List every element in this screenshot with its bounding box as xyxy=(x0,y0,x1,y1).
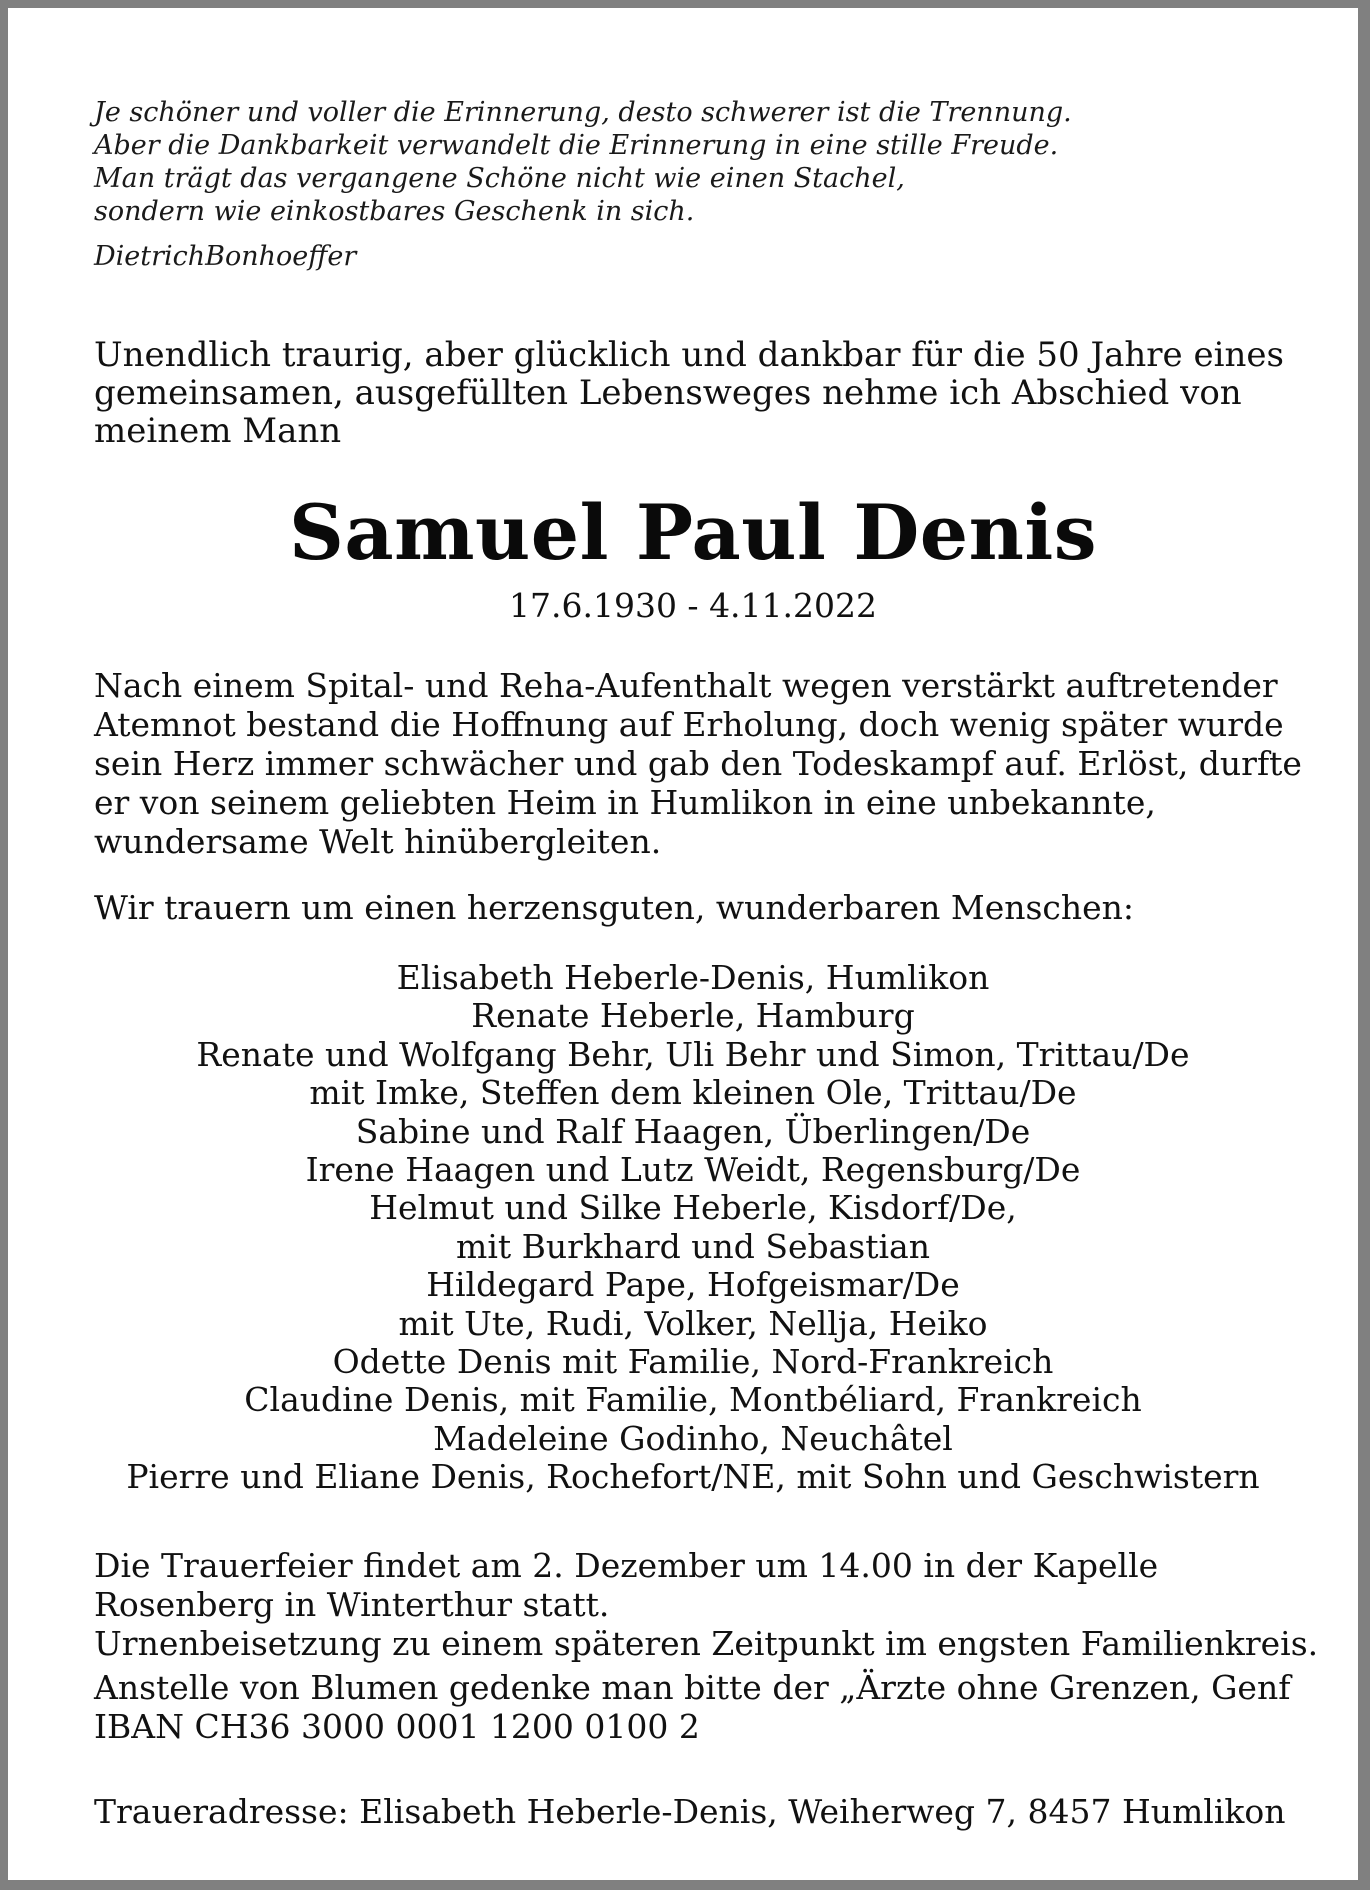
mourn-intro: Wir trauern um einen herzensguten, wunderbaren Menschen: xyxy=(94,888,1135,927)
mourner-entry: Helmut und Silke Heberle, Kisdorf/De, xyxy=(369,1188,1017,1228)
quote-line: Aber die Dankbarkeit verwandelt die Erinnerung in eine stille Freude. xyxy=(94,130,1059,161)
iban-line: IBAN CH36 3000 0001 1200 0100 2 xyxy=(94,1707,700,1746)
mourner-entry: Renate und Wolfgang Behr, Uli Behr und Simon, Trittau/De xyxy=(196,1034,1190,1074)
mourner-entry: mit Imke, Steffen dem kleinen Ole, Trittau/De xyxy=(309,1073,1077,1113)
body-paragraph xyxy=(94,666,1334,861)
mourner-entry: Pierre und Eliane Denis, Rochefort/NE, mit Sohn und Geschwistern xyxy=(126,1457,1260,1497)
deceased-name: Samuel Paul Denis xyxy=(288,488,1098,577)
life-dates: 17.6.1930 - 4.11.2022 xyxy=(508,586,878,625)
mourner-entry: Hildegard Pape, Hofgeismar/De xyxy=(426,1265,960,1305)
quote-author: DietrichBonhoeffer xyxy=(94,241,357,272)
funeral-info xyxy=(94,1546,1354,1663)
mourner-entry: mit Ute, Rudi, Volker, Nellja, Heiko xyxy=(398,1303,988,1343)
quote-line: sondern wie einkostbares Geschenk in sich. xyxy=(94,196,695,227)
donation-info xyxy=(94,1668,1354,1746)
mourners-list xyxy=(8,959,1370,1497)
funeral-line: Rosenberg in Winterthur statt. xyxy=(94,1585,610,1624)
body-line: sein Herz immer schwächer und gab den Todeskampf auf. Erlöst, durfte xyxy=(94,744,1302,783)
quote-line: Man trägt das vergangene Schöne nicht wie einen Stachel, xyxy=(94,163,905,194)
mourner-entry: Renate Heberle, Hamburg xyxy=(471,996,915,1036)
obituary-page xyxy=(8,8,1358,1880)
mourning-address: Traueradresse: Elisabeth Heberle-Denis, Weiherweg 7, 8457 Humlikon xyxy=(94,1792,1286,1831)
funeral-line: Die Trauerfeier findet am 2. Dezember um 14.00 in der Kapelle xyxy=(94,1546,1159,1585)
intro-paragraph xyxy=(94,336,1314,450)
mourner-entry: Sabine und Ralf Haagen, Überlingen/De xyxy=(355,1111,1031,1151)
body-line: Atemnot bestand die Hoffnung auf Erholung, doch wenig später wurde xyxy=(94,705,1284,744)
mourner-entry: Madeleine Godinho, Neuchâtel xyxy=(433,1418,953,1458)
quote-block xyxy=(94,96,1294,228)
body-line: er von seinem geliebten Heim in Humlikon in eine unbekannte, xyxy=(94,783,1156,822)
mourner-entry: Claudine Denis, mit Familie, Montbéliard, Frankreich xyxy=(244,1380,1142,1420)
mourner-entry: Irene Haagen und Lutz Weidt, Regensburg/De xyxy=(305,1150,1081,1190)
body-line: wundersame Welt hinübergleiten. xyxy=(94,822,662,861)
intro-line: meinem Mann xyxy=(94,411,342,451)
intro-line: gemeinsamen, ausgefüllten Lebensweges nehme ich Abschied von xyxy=(94,373,1242,413)
mourner-entry: Odette Denis mit Familie, Nord-Frankreich xyxy=(332,1342,1054,1382)
funeral-line: Urnenbeisetzung zu einem späteren Zeitpunkt im engsten Familienkreis. xyxy=(94,1624,1319,1663)
body-line: Nach einem Spital- und Reha-Aufenthalt wegen verstärkt auftretender xyxy=(94,666,1278,705)
mourner-entry: mit Burkhard und Sebastian xyxy=(456,1226,930,1266)
donation-line: Anstelle von Blumen gedenke man bitte der „Ärzte ohne Grenzen, Genf xyxy=(94,1668,1291,1707)
intro-line: Unendlich traurig, aber glücklich und dankbar für die 50 Jahre eines xyxy=(94,335,1284,375)
quote-line: Je schöner und voller die Erinnerung, desto schwerer ist die Trennung. xyxy=(94,97,1072,128)
mourner-entry: Elisabeth Heberle-Denis, Humlikon xyxy=(396,958,990,997)
